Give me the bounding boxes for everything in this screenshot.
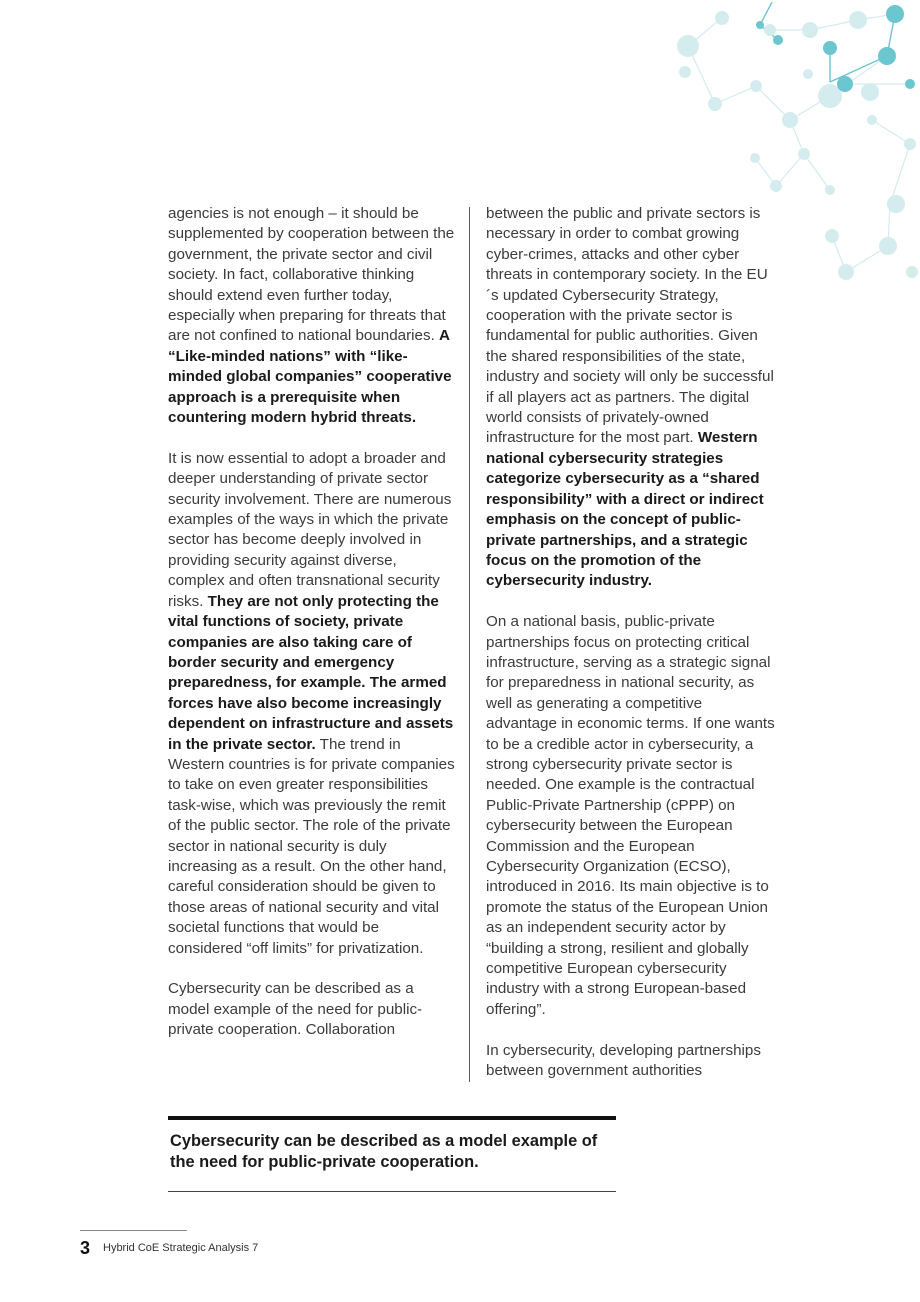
pullquote: Cybersecurity can be described as a model example of the need for public-private cooperation.: [170, 1132, 598, 1171]
emphasis-text: A “Like-minded nations” with “like-minded global companies” cooperative approach is a prerequisite when countering modern hybrid threats.: [168, 327, 452, 427]
paragraph: between the public and private sectors is necessary in order to combat growing cyber-crimes, attacks and other cyber threats in contemporary society. In the EU´s updated Cybersecurity Strategy, cooperation with the private sector is fundamental for public authorities. Given the shared responsibilities of the state, industry and society will only be successful if all players act as partners. The digital world consists of privately-owned infrastructure for the most part. Western national cybersecurity strategies categorize cybersecurity as a “shared responsibility” with a direct or indirect emphasis on the concept of public-private partnerships, and a strategic focus on the promotion of the cybersecurity industry.: [486, 205, 774, 590]
pullquote-top-rule: [168, 1116, 616, 1120]
footer-title: Hybrid CoE Strategic Analysis 7: [103, 1242, 259, 1254]
footer-rule: [80, 1230, 187, 1231]
emphasis-text: They are not only protecting the vital functions of society, private companies are also taking care of border security and emergency preparedness, for example. The armed forces have also become increasingly dependent on infrastructure and assets in the private sector.: [168, 592, 454, 753]
paragraph: Cybersecurity can be described as a model example of the need for public-private cooperation. Collaboration: [168, 980, 423, 1039]
left-column: [168, 204, 456, 1061]
paragraph: It is now essential to adopt a broader and deeper understanding of private sector security involvement. There are numerous examples of the ways in which the private sector has become deeply involved in providing security against diverse, complex and often transnational security risks. They are not only protecting the vital functions of society, private companies are also taking care of border security and emergency preparedness, for example. The armed forces have also become increasingly dependent on infrastructure and assets in the private sector. The trend in Western countries is for private companies to take on even greater responsibilities task-wise, which was previously the remit of the public sector. The role of the private sector in national security is duly increasing as a result. On the other hand, careful consideration should be given to those areas of national security and vital societal functions that would be considered “off limits” for privatization.: [168, 449, 455, 957]
right-column: [486, 204, 776, 1102]
page-number: 3: [80, 1238, 91, 1258]
paragraph: On a national basis, public-private partnerships focus on protecting critical infrastructure, serving as a strategic signal for preparedness in national security, as well as generating a competitive advantage in economic terms. If one wants to be a credible actor in cybersecurity, a strong cybersecurity private sector is needed. One example is the contractual Public-Private Partnership (cPPP) on cybersecurity between the European Commission and the European Cybersecurity Organization (ECSO), introduced in 2016. Its main objective is to promote the status of the European Union as an independent security actor by “building a strong, resilient and globally competitive European cybersecurity industry with a strong European-based offering”.: [486, 613, 775, 1018]
column-divider: [469, 207, 470, 1082]
pullquote-bottom-rule: [168, 1191, 616, 1192]
paragraph: agencies is not enough – it should be supplemented by cooperation between the government, the private sector and civil society. In fact, collaborative thinking should extend even further today, especially when preparing for threats that are not confined to national boundaries. A “Like-minded nations” with “like-minded global companies” cooperative approach is a prerequisite when countering modern hybrid threats.: [168, 205, 455, 427]
paragraph: In cybersecurity, developing partnerships between government authorities: [486, 1041, 761, 1080]
emphasis-text: Western national cybersecurity strategies categorize cybersecurity as a “shared responsibility” with a direct or indirect emphasis on the concept of public-private partnerships, and a strategic focus on the promotion of the cybersecurity industry.: [486, 429, 764, 590]
